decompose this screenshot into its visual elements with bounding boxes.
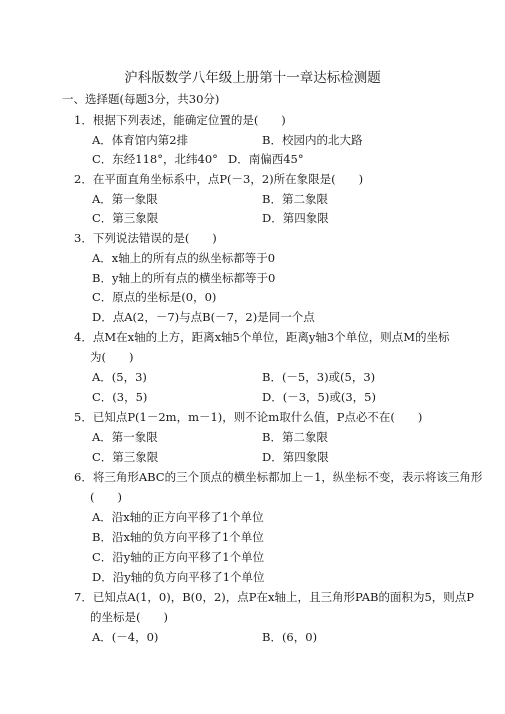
question-1-option-d: D．南偏西45° — [228, 152, 304, 166]
question-7-option-b: B．(6，0) — [262, 630, 318, 644]
question-3-option-a: A．x轴上的所有点的纵坐标都等于0 — [92, 251, 276, 265]
question-6-option-a: A．沿x轴的正方向平移了1个单位 — [92, 510, 264, 524]
question-3-option-c: C．原点的坐标是(0，0) — [92, 290, 217, 304]
question-3-option-d: D．点A(2，－7)与点B(－7，2)是同一个点 — [92, 310, 315, 324]
question-6-stem-cont: ( ) — [90, 490, 122, 504]
question-7-option-a: A．(－4，0) — [92, 630, 159, 644]
question-6-option-d: D．沿y轴的负方向平移了1个单位 — [92, 570, 265, 584]
question-1-stem: 1．根据下列表述，能确定位置的是( ) — [74, 113, 286, 127]
question-4-option-c: C．(3，5) — [92, 390, 148, 404]
question-4-stem: 4．点M在x轴的上方，距离x轴5个单位，距离y轴3个单位，则点M的坐标 — [74, 330, 450, 344]
question-4-option-d: D．(－3，5)或(3，5) — [262, 390, 376, 404]
question-5-option-b: B．第二象限 — [262, 430, 328, 444]
question-5-option-a: A．第一象限 — [92, 430, 158, 444]
question-6-option-b: B．沿x轴的负方向平移了1个单位 — [92, 530, 264, 544]
question-6-option-c: C．沿y轴的正方向平移了1个单位 — [92, 550, 265, 564]
question-7-stem-cont: 的坐标是( ) — [90, 610, 168, 624]
question-4-stem-cont: 为( ) — [90, 350, 134, 364]
question-3-stem: 3．下列说法错误的是( ) — [74, 231, 217, 245]
question-1-option-b: B．校园内的北大路 — [262, 133, 363, 147]
question-6-stem: 6．将三角形ABC的三个顶点的横坐标都加上－1，纵坐标不变，表示将该三角形 — [74, 470, 483, 484]
question-2-option-a: A．第一象限 — [92, 192, 158, 206]
question-2-stem: 2．在平面直角坐标系中，点P(－3，2)所在象限是( ) — [74, 172, 364, 186]
page-title: 沪科版数学八年级上册第十一章达标检测题 — [124, 70, 381, 86]
question-1-option-c: C．东经118°，北纬40° — [92, 152, 218, 166]
section-heading: 一、选择题(每题3分，共30分) — [62, 92, 220, 106]
question-5-option-d: D．第四象限 — [262, 450, 329, 464]
question-2-option-d: D．第四象限 — [262, 211, 329, 225]
question-2-option-c: C．第三象限 — [92, 211, 159, 225]
question-7-stem: 7．已知点A(1，0)，B(0，2)，点P在x轴上，且三角形PAB的面积为5，则点P — [74, 590, 474, 604]
question-4-option-a: A．(5，3) — [92, 370, 147, 384]
question-5-stem: 5．已知点P(1－2m，m－1)，则不论m取什么值，P点必不在( ) — [74, 410, 423, 424]
question-1-option-a: A．体育馆内第2排 — [92, 133, 189, 147]
question-5-option-c: C．第三象限 — [92, 450, 159, 464]
question-4-option-b: B．(－5，3)或(5，3) — [262, 370, 376, 384]
question-3-option-b: B．y轴上的所有点的横坐标都等于0 — [92, 271, 276, 285]
question-2-option-b: B．第二象限 — [262, 192, 328, 206]
